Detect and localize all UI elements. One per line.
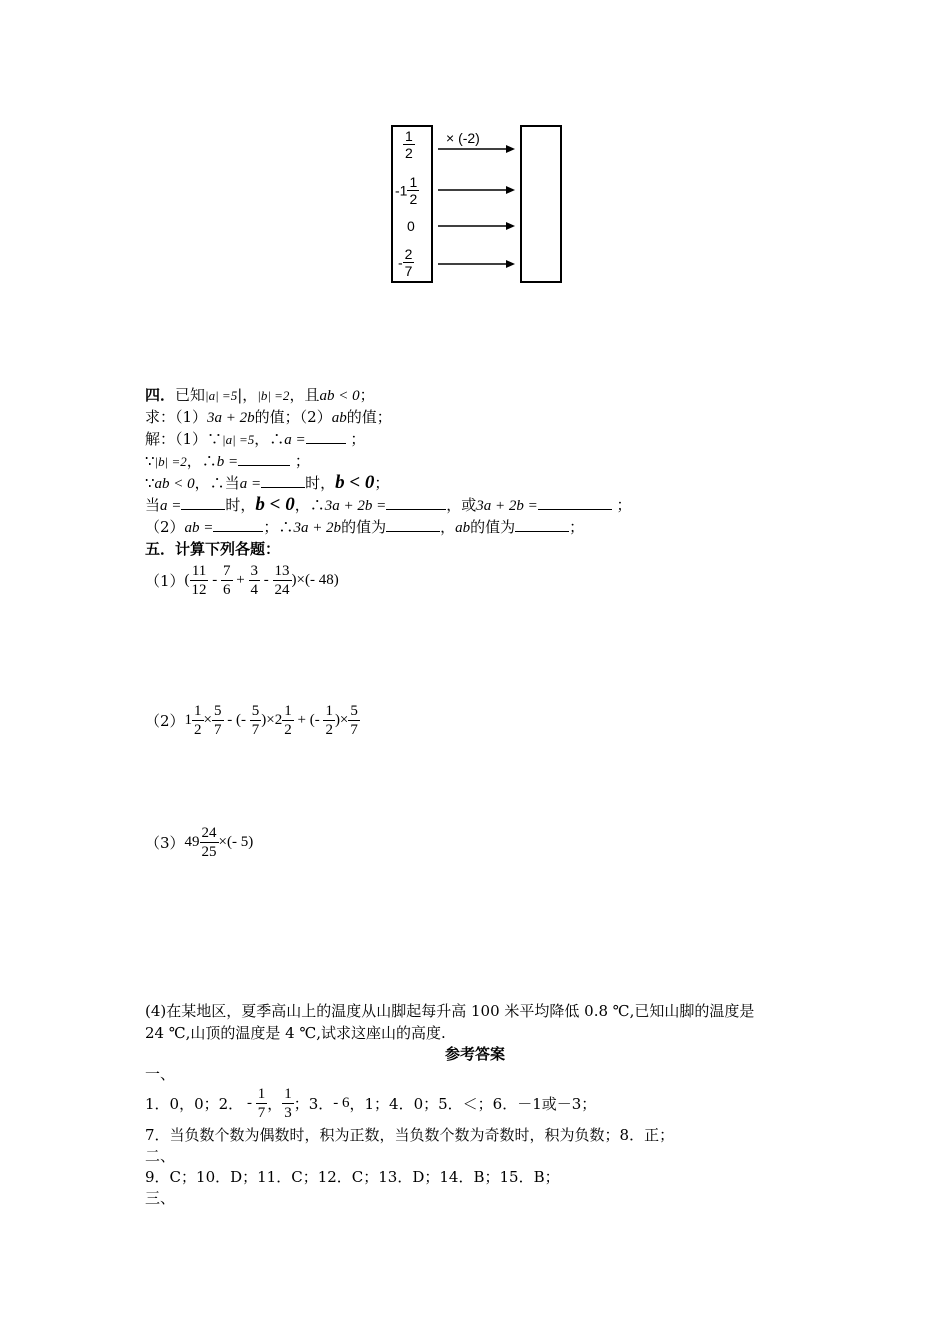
section4-line4: ∵|b| =2，∴b = ； — [145, 452, 310, 470]
problem-4-line2: 24 ℃,山顶的温度是 4 ℃,试求这座山的高度. — [145, 1024, 446, 1042]
answers-line-3: 9．C；10．D；11．C；12．C；13．D；14．B；15．B； — [145, 1168, 560, 1186]
input-4: - $\frac{2}{7}$ — [398, 246, 413, 279]
problem-1: （1） ( $\frac{11}{12}$ - $\frac{7}{6}$ + $\frac{3}{4}$ - $\frac{13}{24}$ )×(- 48) — [145, 562, 339, 598]
answers-heading-1: 一、 — [145, 1065, 176, 1083]
problem-4-line1: (4)在某地区，夏季高山上的温度从山脚起每升高 100 米平均降低 0.8 ℃,已知山脚的温度是 — [145, 1002, 755, 1020]
answers-title: 参考答案 — [444, 1045, 505, 1063]
section5-title: 五．计算下列各题： — [145, 540, 281, 558]
section4-line6: 当a = 时，b < 0，∴3a + 2b = ，或3a + 2b = ； — [145, 494, 632, 515]
answers-line-1: 1．0，0；2． - $\frac{1}{7}$ ， $\frac{1}{3}$ ；3． - 6 ，1；4．0；5．＜；6．－1或－3； — [145, 1085, 597, 1121]
section4-line1: 四．已知|a| =5|，|b| =2，且ab < 0； — [145, 386, 375, 404]
answers-line-2: 7．当负数个数为偶数时，积为正数，当负数个数为奇数时，积为负数；8．正； — [145, 1126, 675, 1144]
answers-heading-2: 二、 — [145, 1147, 176, 1165]
section4-line3: 解：（1）∵|a| =5，∴a = ； — [145, 430, 366, 448]
input-3: 0 — [407, 218, 415, 234]
input-1: $\frac{1}{2}$ — [405, 128, 413, 161]
answers-heading-3: 三、 — [145, 1189, 176, 1207]
problem-2: （2） 1 $\frac{1}{2}$ × $\frac{5}{7}$ - (- $\frac{5}{7}$ )× 2 $\frac{1}{2}$ + (- $\frac{1}{2}$ )× $\frac{5}{7}$ — [145, 702, 358, 738]
section4-line2: 求：（1）3a + 2b的值；（2）ab的值； — [145, 408, 392, 426]
problem-3: （3） 49 $\frac{24}{25}$ ×(- 5) — [145, 824, 254, 860]
section4-line7: （2）ab = ；∴3a + 2b的值为 ，ab的值为 ； — [145, 518, 585, 536]
operator-label: × (-2) — [446, 130, 480, 146]
section4-line5: ∵ab < 0，∴当a = 时，b < 0； — [145, 472, 390, 493]
input-2: -1 $\frac{1}{2}$ — [395, 174, 418, 207]
multiplication-diagram — [390, 124, 565, 284]
